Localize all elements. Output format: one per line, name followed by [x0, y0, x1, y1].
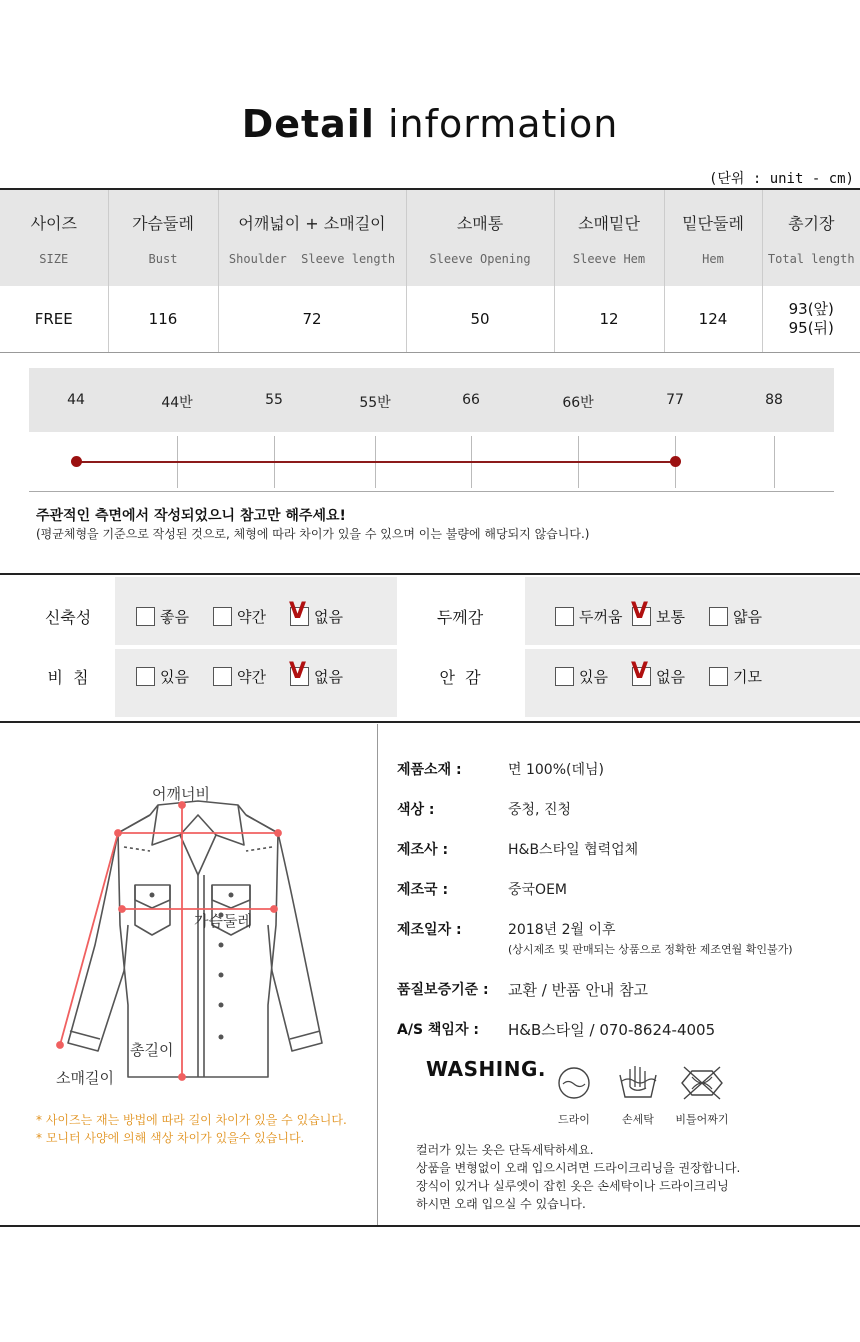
- option-thickness: [709, 606, 762, 627]
- sleeve-length-label: 소매길이: [56, 1069, 114, 1087]
- checkbox-icon: [709, 607, 728, 626]
- size-scale-label: 55반: [359, 395, 391, 411]
- spec-key: 제품소재 :: [397, 762, 462, 778]
- check-mark-icon: V: [631, 599, 649, 624]
- checkbox-icon: [213, 667, 232, 686]
- wash-label-dry: 드라이: [558, 1113, 590, 1126]
- thickness-label: 두께감: [436, 608, 484, 627]
- size-scale-label: 88: [765, 392, 783, 408]
- sheer-label: 비 침: [47, 668, 89, 687]
- care-instructions: [416, 1141, 740, 1213]
- option-stretch: [136, 606, 189, 627]
- check-mark-icon: V: [631, 659, 649, 684]
- spec-key: 제조일자 :: [397, 922, 462, 938]
- spec-value: 중청, 진청: [508, 802, 571, 818]
- shoulder-label: 어깨너비: [152, 785, 210, 803]
- body-type-note: (평균체형을 기준으로 작성된 것으로, 체형에 따라 차이가 있을 수 있으며 이는 불량에 해당되지 않습니다.): [36, 527, 590, 541]
- stretch-label: 신축성: [44, 608, 92, 627]
- header-total-length: 총기장 Total length: [762, 190, 860, 286]
- option-thickness: [555, 606, 622, 627]
- checkbox-icon: [213, 607, 232, 626]
- option-lining: [631, 659, 685, 687]
- header-shoulder-sleeve: 어깨넓이 + 소매길이 Shoulder Sleeve length: [218, 190, 406, 286]
- care-line: 장식이 있거나 실루엣이 잡힌 옷은 손세탁이나 드라이크리닝: [416, 1179, 729, 1193]
- option-thickness: [631, 599, 685, 627]
- cell-sleeve-hem: 12: [554, 286, 664, 352]
- size-scale-label: 44: [67, 392, 85, 408]
- option-label: 좋음: [160, 608, 189, 626]
- cell-shoulder-sleeve: 72: [218, 286, 406, 352]
- checkbox-icon: [289, 599, 309, 626]
- spec-key: 색상 :: [397, 802, 435, 818]
- cell-sleeve-opening: 50: [406, 286, 554, 352]
- option-sheer: [213, 666, 266, 687]
- size-scale-label: 77: [666, 392, 684, 408]
- bust-label: 가슴둘레: [194, 912, 252, 930]
- spec-key: 품질보증기준 :: [397, 982, 489, 998]
- spec-value: 2018년 2월 이후: [508, 922, 616, 938]
- checkbox-icon: [555, 607, 574, 626]
- checkbox-icon: [631, 599, 651, 626]
- check-mark-icon: V: [289, 599, 307, 624]
- checkbox-icon: [136, 607, 155, 626]
- wash-label-hand: 손세탁: [622, 1113, 654, 1126]
- header-hem: 밑단둘레 Hem: [664, 190, 762, 286]
- lining-label: 안 감: [439, 668, 481, 687]
- cell-size: FREE: [0, 286, 108, 352]
- option-label: 없음: [314, 608, 343, 626]
- page-title: [0, 102, 860, 146]
- option-lining: [555, 666, 608, 687]
- spec-value: H&B스타일 / 070-8624-4005: [508, 1021, 716, 1039]
- spec-key: A/S 책임자 :: [397, 1022, 479, 1038]
- title-bold: Detail: [241, 102, 375, 146]
- size-scale-bar: [29, 368, 834, 432]
- shirt-outline-icon: [68, 801, 322, 1077]
- spec-value: H&B스타일 협력업체: [508, 842, 639, 858]
- size-scale-baseline: [29, 491, 834, 492]
- subjective-note: 주관적인 측면에서 작성되었으니 참고만 해주세요!: [36, 508, 346, 524]
- spec-value: 면 100%(데님): [508, 762, 604, 778]
- size-scale-tick: [774, 436, 775, 488]
- cell-total-length: [762, 286, 860, 352]
- header-size: 사이즈 SIZE: [0, 190, 108, 286]
- option-stretch: [213, 606, 266, 627]
- total-back: 95(뒤): [788, 319, 834, 337]
- washing-title: WASHING.: [426, 1057, 546, 1081]
- option-stretch: [289, 599, 343, 627]
- option-label: 약간: [237, 668, 266, 686]
- wash-label-wring: 비틀어짜기: [675, 1113, 729, 1126]
- size-range-end-dot: [670, 456, 681, 467]
- size-table: [0, 188, 860, 353]
- checkbox-icon: [709, 667, 728, 686]
- care-line: 하시면 오래 입으실 수 있습니다.: [416, 1197, 586, 1211]
- bottom-divider: [377, 724, 378, 1226]
- size-scale-label: 44반: [161, 395, 193, 411]
- care-line: 상품을 변형없이 오래 입으시려면 드라이크리닝을 권장합니다.: [416, 1161, 741, 1175]
- spec-sub-note: (상시제조 및 판매되는 상품으로 정확한 제조연월 확인불가): [508, 943, 793, 956]
- option-label: 있음: [579, 668, 608, 686]
- option-label: 얇음: [733, 608, 762, 626]
- header-sleeve-hem: 소매밑단 Sleeve Hem: [554, 190, 664, 286]
- option-lining: [709, 666, 762, 687]
- unit-note: (단위 : unit - cm): [708, 171, 854, 187]
- size-range-line: [76, 461, 675, 463]
- checkbox-icon: [289, 659, 309, 686]
- table-row: [0, 286, 860, 352]
- size-scale-label: 66: [462, 392, 480, 408]
- checkbox-icon: [555, 667, 574, 686]
- option-label: 두꺼움: [579, 608, 623, 626]
- spec-value: 중국OEM: [508, 882, 567, 898]
- cell-hem: 124: [664, 286, 762, 352]
- option-label: 있음: [160, 668, 189, 686]
- no-wring-icon: [678, 1065, 726, 1101]
- cell-bust: 116: [108, 286, 218, 352]
- bottom-border: [0, 1225, 860, 1227]
- header-sleeve-opening: 소매통 Sleeve Opening: [406, 190, 554, 286]
- total-length-label: 총길이: [130, 1041, 174, 1059]
- title-light: information: [387, 102, 619, 146]
- size-scale-label: 55: [265, 392, 283, 408]
- option-label: 약간: [237, 608, 266, 626]
- option-label: 없음: [656, 668, 685, 686]
- option-label: 기모: [733, 668, 762, 686]
- total-front: 93(앞): [788, 300, 834, 318]
- option-sheer: [136, 666, 189, 687]
- size-table-header: [0, 190, 860, 286]
- care-line: 컬러가 있는 옷은 단독세탁하세요.: [416, 1143, 594, 1157]
- hand-wash-icon: [616, 1063, 660, 1101]
- check-mark-icon: V: [289, 659, 307, 684]
- fabric-characteristics: [0, 573, 860, 723]
- checkbox-icon: [136, 667, 155, 686]
- shirt-diagram: [40, 775, 340, 1095]
- spec-key: 제조국 :: [397, 882, 449, 898]
- dry-clean-icon: [554, 1065, 594, 1101]
- warning-color: * 모니터 사양에 의해 색상 차이가 있을수 있습니다.: [36, 1131, 305, 1145]
- size-range-start-dot: [71, 456, 82, 467]
- option-label: 보통: [656, 608, 685, 626]
- size-scale-label: 66반: [562, 395, 594, 411]
- option-sheer: [289, 659, 343, 687]
- spec-value: 교환 / 반품 안내 참고: [508, 981, 649, 999]
- warning-size: * 사이즈는 재는 방법에 따라 길이 차이가 있을 수 있습니다.: [36, 1113, 347, 1127]
- spec-key: 제조사 :: [397, 842, 449, 858]
- header-bust: 가슴둘레 Bust: [108, 190, 218, 286]
- option-label: 없음: [314, 668, 343, 686]
- checkbox-icon: [631, 659, 651, 686]
